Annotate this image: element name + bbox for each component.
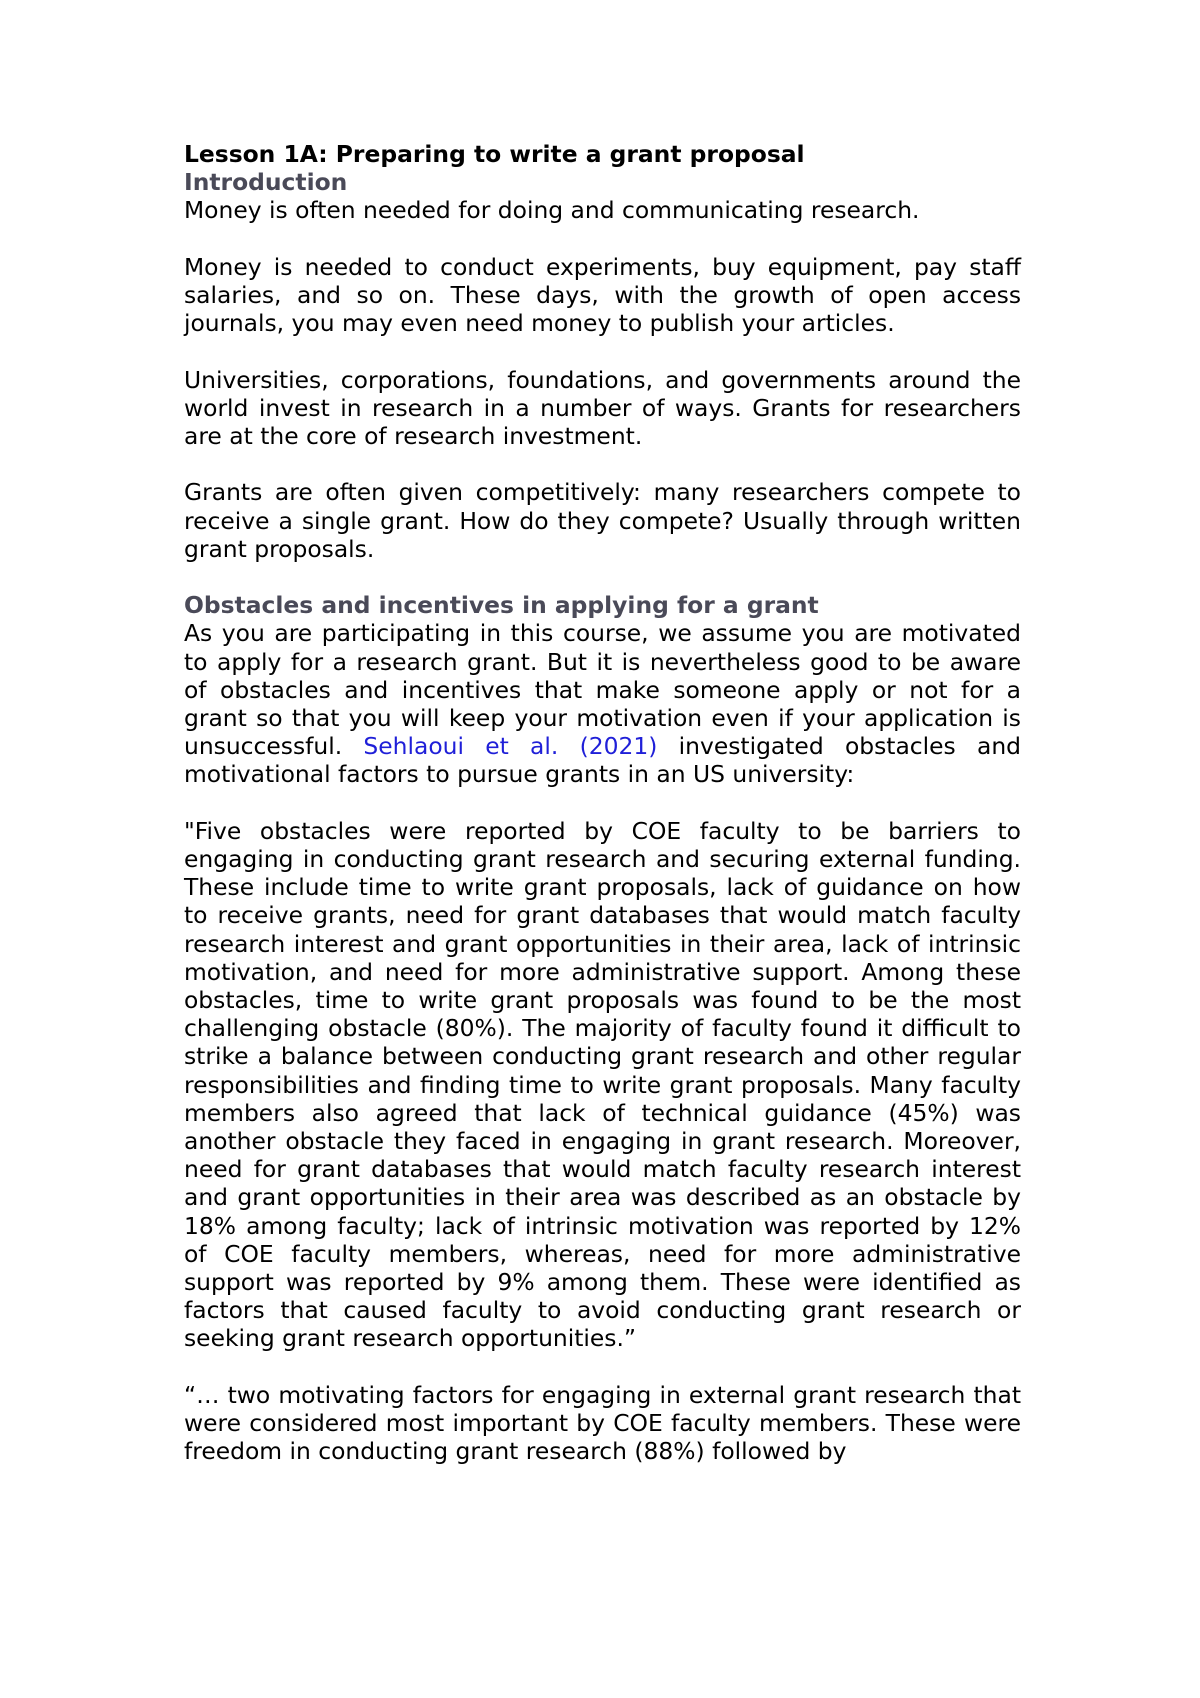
section-heading-introduction: Introduction [184,168,348,197]
document-page [184,140,1021,1465]
paragraph-intro-4: Grants are often given competitively: many researchers compete to receive a single grant. How do they compete? Usually through written grant proposals. [184,478,1021,563]
paragraph-gap [184,1353,1021,1381]
paragraph-intro-3: Universities, corporations, foundations, and governments around the world invest in research in a number of ways. Grants for researchers are at the core of research investment. [184,365,1021,450]
paragraph-gap [184,337,1021,365]
paragraph-obstacles-1 [184,619,1021,788]
citation-link[interactable]: Sehlaoui et al. (2021) [363,732,658,761]
paragraph-text-before-citation: As you are participating in this course, we assume you are motivated to apply for a research grant. But it is nevertheless good to be aware of obstacles and incentives that make someone apply or not for a grant so that you will keep your motivation even if your application is unsuccessful. [184,619,1021,761]
paragraph-gap [184,563,1021,591]
document-title: Lesson 1A: Preparing to write a grant proposal [184,140,805,168]
paragraph-gap [184,225,1021,253]
quote-obstacles: "Five obstacles were reported by COE faculty to be barriers to engaging in conducting grant research and securing external funding. These include time to write grant proposals, lack of guidance on how to receive grants, need for grant databases that would match faculty research interest and grant opportunities in their area, lack of intrinsic motivation, and need for more administrative support. Among these obstacles, time to write grant proposals was found to be the most challenging obstacle (80%). The majority of faculty found it difficult to strike a balance between conducting grant research and other regular responsibilities and finding time to write grant proposals. Many faculty members also agreed that lack of technical guidance (45%) was another obstacle they faced in engaging in grant research. Moreover, need for grant databases that would match faculty research interest and grant opportunities in their area was described as an obstacle by 18% among faculty; lack of intrinsic motivation was reported by 12% of COE faculty members, whereas, need for more administrative support was reported by 9% among them. These were identified as factors that caused faculty to avoid conducting grant research or seeking grant research opportunities.” [184,816,1021,1353]
paragraph-text-after-citation: investigated obstacles and motivational factors to pursue grants in an US university: [184,732,1022,789]
paragraph-intro-1: Money is often needed for doing and communicating research. [184,196,920,225]
paragraph-gap [184,450,1021,478]
quote-motivating-factors: “… two motivating factors for engaging in external grant research that were considered most important by COE faculty members. These were freedom in conducting grant research (88%) followed by [184,1380,1021,1466]
section-heading-obstacles: Obstacles and incentives in applying for a grant [184,591,819,620]
paragraph-gap [184,789,1021,817]
paragraph-intro-2: Money is needed to conduct experiments, buy equipment, pay staff salaries, and so on. These days, with the growth of open access journals, you may even need money to publish your articles. [184,252,1021,338]
